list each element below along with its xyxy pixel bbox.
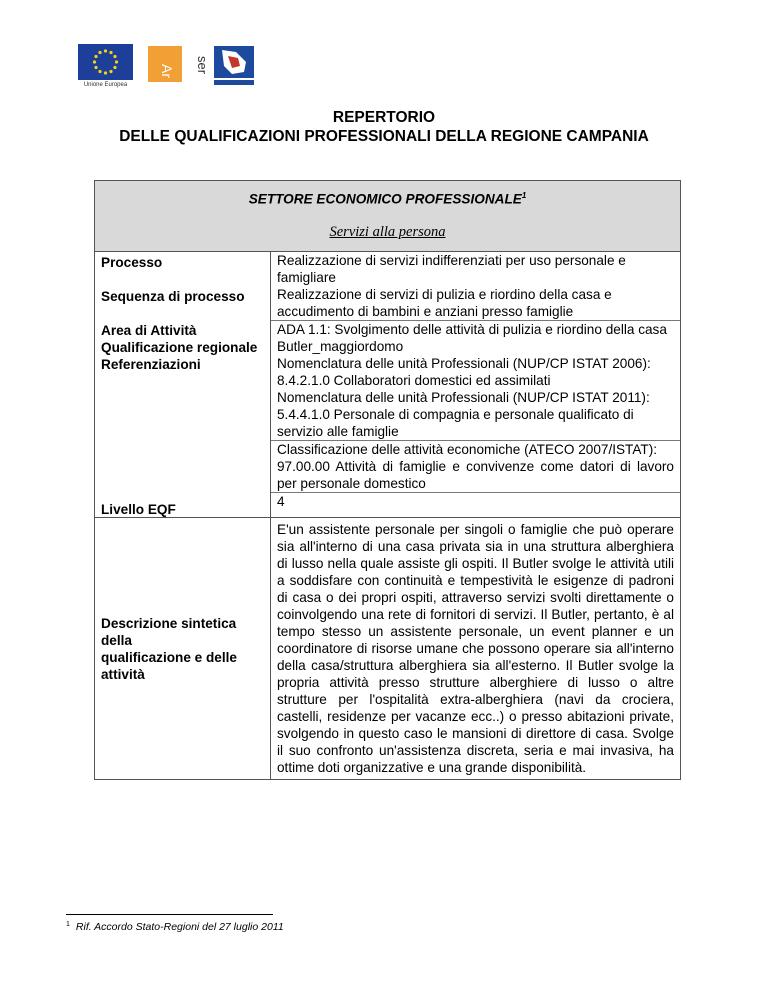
eu-caption: Unione Europea [83, 82, 128, 88]
footnote-ref: 1 [521, 191, 527, 200]
footnote [66, 921, 284, 933]
footnote-number: 1 [66, 921, 70, 928]
regione-campania-logo-icon [208, 44, 260, 88]
eu-flag-icon [78, 44, 133, 80]
document-title-line1: REPERTORIO [332, 109, 436, 126]
value-livello: 4 [271, 492, 680, 517]
value-area: ADA 1.1: Svolgimento delle attività di pulizia e riordino della casa [271, 320, 680, 338]
svg-text:Ar: Ar [159, 64, 175, 78]
value-ateco: Classificazione delle attività economiche (ATECO 2007/ISTAT): 97.00.00 Attività di famiglie e convivenze come datori di lavoro per personale domestico [271, 440, 680, 492]
label-qualificazione: Qualificazione regionale [101, 340, 258, 355]
document-title-line2: DELLE QUALIFICAZIONI PROFESSIONALI DELLA REGIONE CAMPANIA [119, 128, 649, 145]
label-processo: Processo [101, 255, 163, 270]
value-referenziazioni: Nomenclatura delle unità Professionali (NUP/CP ISTAT 2006): 8.4.2.1.0 Collaboratori domestici ed assimilati Nomenclatura delle unità Professionali (NUP/CP ISTAT 2011): 5.4.4.1.0 Personale di compagnia e personale qualificato di servizio alle famiglie [277, 356, 651, 439]
label-sequenza: Sequenza di processo [101, 289, 245, 304]
value-processo: Realizzazione di servizi indifferenziati per uso personale e famigliare [277, 253, 626, 285]
qualification-table [94, 180, 681, 780]
value-qualificazione: Butler_maggiordomo [277, 339, 404, 354]
label-referenziazioni: Referenziazioni [101, 357, 201, 372]
values-column [271, 252, 681, 518]
labels-column [95, 252, 271, 518]
sector-value: Servizi alla persona [329, 223, 446, 240]
footnote-text: Rif. Accordo Stato-Regioni del 27 luglio 2011 [75, 921, 284, 933]
footnote-separator [66, 914, 273, 915]
label-descrizione: Descrizione sintetica della qualificazione e delle attività [95, 518, 271, 780]
arser-logo-icon [148, 44, 210, 84]
sector-label: SETTORE ECONOMICO PROFESSIONALE$^1$ [248, 191, 527, 207]
label-livello: Livello EQF [101, 502, 176, 517]
label-area: Area di Attività [101, 323, 197, 338]
value-descrizione: E'un assistente personale per singoli o famiglie che può operare sia all'interno di una casa privata sia in una struttura alberghiera di lusso nella quale assiste gli ospiti. Il Butler svolge le attività utili a soddisfare con continuità e tempestività le esigenze di padroni di casa o dei propri ospiti, attraverso servizi svolti direttamente o coinvolgendo una rete di fornitori di servizi. Il Butler, pertanto, è al tempo stesso un assistente personale, un event planner e un coordinatore di risorse umane che possono operare sia all'interno della casa/struttura alberghiera sia all'esterno. Il Butler svolge la propria attività presso strutture alberghiere di lusso o altre strutture per l'ospitalità extra-alberghiera (navi da crociera, castelli, residenze per vacanze ecc..) o presso abitazioni private, svolgendo in questo caso le mansioni di direttore di casa. Svolge il suo confronto un'assistenza discreta, seria e mai invasiva, ha ottime doti organizzative e una grande disponibilità. [271, 518, 681, 780]
svg-text:ser: ser [195, 56, 210, 75]
value-sequenza: Realizzazione di servizi di pulizia e riordino della casa e accudimento di bambini e anziani presso famiglie [277, 287, 612, 319]
sector-header [95, 181, 681, 252]
